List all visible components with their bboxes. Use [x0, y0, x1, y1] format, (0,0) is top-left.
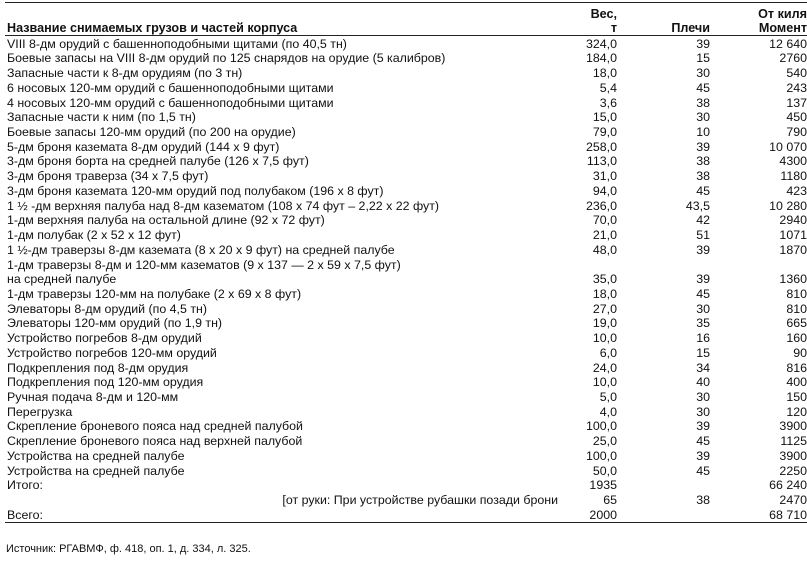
table-header-row	[5, 3, 807, 36]
row-name: Ручная подача 8-дм и 120-мм	[7, 389, 179, 404]
row-arm: 39	[696, 36, 710, 51]
row-weight: 18,0	[592, 286, 617, 301]
row-moment: 540	[786, 66, 807, 81]
table-row	[5, 95, 807, 110]
row-arm: 34	[696, 360, 710, 375]
row-arm: 38	[696, 95, 710, 110]
row-moment: 120	[786, 404, 807, 419]
row-arm: 15	[696, 51, 710, 66]
row-arm: 42	[696, 213, 710, 228]
row-arm: 30	[696, 301, 710, 316]
row-name: Запасные части к 8-дм орудиям (по 3 тн)	[7, 66, 243, 81]
row-moment: 450	[786, 110, 807, 125]
row-weight: 25,0	[592, 434, 617, 449]
row-arm: 39	[696, 272, 710, 287]
row-arm: 30	[696, 389, 710, 404]
row-arm: 45	[696, 463, 710, 478]
table-row	[5, 257, 807, 272]
row-weight: 1935	[589, 478, 617, 493]
row-name: Элеваторы 8-дм орудий (по 4,5 тн)	[7, 301, 207, 316]
row-moment: 2250	[779, 463, 807, 478]
row-name: 3-дм броня траверза (34 х 7,5 фут)	[7, 169, 209, 184]
row-arm: 45	[696, 183, 710, 198]
header-moment-bottom: Момент	[758, 21, 807, 35]
table-row	[5, 198, 807, 213]
table-row	[5, 492, 807, 507]
table-row	[5, 507, 807, 523]
row-arm	[617, 478, 717, 493]
row-weight: 258,0	[585, 139, 617, 154]
row-moment: 790	[786, 125, 807, 140]
table-row	[5, 330, 807, 345]
row-name: Перегрузка	[7, 404, 73, 419]
header-arm: Плечи	[671, 21, 710, 35]
row-moment: 810	[786, 301, 807, 316]
row-arm: 15	[696, 345, 710, 360]
row-arm	[617, 257, 717, 272]
row-name: Подкрепления под 120-мм орудия	[7, 375, 204, 390]
row-name: Всего:	[7, 508, 43, 522]
row-weight: 27,0	[592, 301, 617, 316]
row-moment: 12 640	[769, 36, 807, 51]
row-weight: 94,0	[592, 183, 617, 198]
row-weight: 4,0	[599, 404, 617, 419]
row-weight: 10,0	[592, 375, 617, 390]
table-row	[5, 242, 807, 257]
row-name: 1-дм верхняя палуба на остальной длине (92 х 72 фут)	[7, 213, 325, 228]
row-weight: 35,0	[592, 272, 617, 287]
row-weight	[584, 257, 617, 272]
row-arm: 51	[696, 228, 710, 243]
row-name: 1 ½ -дм верхняя палуба над 8-дм казематом (108 х 74 фут – 2,22 х 22 фут)	[7, 198, 440, 213]
row-moment: 68 710	[769, 508, 807, 522]
row-weight: 21,0	[592, 228, 617, 243]
row-moment: 1360	[779, 272, 807, 287]
table-row	[5, 65, 807, 80]
row-moment: 3900	[779, 419, 807, 434]
row-name: 5-дм броня каземата 8-дм орудий (144 х 9 фут)	[7, 139, 280, 154]
row-weight: 18,0	[592, 66, 617, 81]
row-arm: 10	[696, 125, 710, 140]
table-row	[5, 389, 807, 404]
row-arm: 45	[696, 80, 710, 95]
table-row	[5, 286, 807, 301]
row-arm: 35	[696, 316, 710, 331]
row-moment: 423	[786, 183, 807, 198]
table-row	[5, 124, 807, 139]
row-weight: 15,0	[592, 110, 617, 125]
table-row	[5, 227, 807, 242]
table-row	[5, 51, 807, 66]
row-moment: 4300	[779, 154, 807, 169]
row-moment: 2470	[779, 493, 807, 507]
table-row	[5, 272, 807, 287]
row-name: Боевые запасы 120-мм орудий (по 200 на орудие)	[7, 125, 296, 140]
row-moment: 3900	[779, 448, 807, 463]
row-moment: 1071	[779, 228, 807, 243]
row-moment: 1180	[780, 169, 807, 184]
row-weight: 324,0	[585, 36, 617, 51]
row-name: Устройства на средней палубе	[7, 463, 185, 478]
row-moment: 1870	[779, 242, 807, 257]
row-weight: 31,0	[592, 169, 617, 184]
row-name: 1 ½-дм траверзы 8-дм каземата (8 х 20 х 9 фут) на средней палубе	[7, 242, 395, 257]
row-name: [от руки: При устройстве рубашки позади брони	[282, 493, 558, 507]
row-arm: 39	[696, 139, 710, 154]
row-arm: 39	[696, 419, 710, 434]
row-name: 1-дм траверзы 120-мм на полубаке (2 х 69 х 8 фут)	[7, 286, 302, 301]
row-moment: 10 280	[769, 198, 807, 213]
row-arm: 39	[696, 242, 710, 257]
header-moment-top: От киля	[758, 7, 807, 21]
row-moment: 816	[786, 360, 807, 375]
row-weight: 236,0	[585, 198, 617, 213]
row-name: на средней палубе	[7, 272, 117, 287]
row-arm: 38	[696, 493, 710, 507]
row-moment: 10 070	[769, 139, 807, 154]
row-arm: 43,5	[685, 198, 710, 213]
row-weight: 79,0	[592, 125, 617, 140]
row-arm: 45	[696, 434, 710, 449]
row-arm: 38	[696, 169, 710, 184]
row-moment: 400	[786, 375, 807, 390]
table-row	[5, 478, 807, 493]
row-weight: 184,0	[585, 51, 617, 66]
row-arm: 45	[696, 286, 710, 301]
row-weight: 65	[603, 493, 617, 507]
row-weight: 48,0	[592, 242, 617, 257]
row-name: 3-дм броня каземата 120-мм орудий под полубаком (196 х 8 фут)	[7, 183, 384, 198]
row-name: 4 носовых 120-мм орудий с башенноподобными щитами	[7, 95, 334, 110]
row-weight: 10,0	[592, 331, 617, 346]
row-moment: 243	[786, 80, 807, 95]
table-row	[5, 183, 807, 198]
source-note: Источник: РГАВМФ, ф. 418, оп. 1, д. 334, л. 325.	[6, 543, 251, 555]
row-arm: 30	[696, 404, 710, 419]
row-arm: 39	[696, 448, 710, 463]
row-weight: 6,0	[599, 345, 617, 360]
table-row	[5, 139, 807, 154]
row-weight: 3,6	[599, 95, 617, 110]
row-moment: 2760	[779, 51, 807, 66]
row-moment: 150	[786, 389, 807, 404]
row-name: 1-дм полубак (2 х 52 х 12 фут)	[7, 228, 181, 243]
row-name: VIII 8-дм орудий с башенноподобными щитами (по 40,5 тн)	[7, 36, 347, 51]
table-row	[5, 110, 807, 125]
row-name: Устройство погребов 120-мм орудий	[7, 345, 217, 360]
row-weight: 5,4	[599, 80, 617, 95]
table-row	[5, 154, 807, 169]
row-name: Боевые запасы на VIII 8-дм орудий по 125 снарядов на орудие (5 калибров)	[7, 51, 446, 66]
row-name: Устройства на средней палубе	[7, 448, 185, 463]
row-name: 6 носовых 120-мм орудий с башенноподобными щитами	[7, 80, 334, 95]
row-arm	[617, 507, 717, 523]
row-name: Устройство погребов 8-дм орудий	[7, 331, 202, 346]
row-weight: 2000	[589, 508, 617, 522]
row-name: Запасные части к ним (по 1,5 тн)	[7, 110, 196, 125]
table-row	[5, 375, 807, 390]
table-row	[5, 448, 807, 463]
row-moment: 66 240	[769, 478, 807, 493]
row-arm: 30	[696, 66, 710, 81]
row-weight: 24,0	[592, 360, 617, 375]
row-weight: 19,0	[592, 316, 617, 331]
row-weight: 100,0	[585, 419, 617, 434]
header-weight: Вес, т	[590, 7, 617, 35]
row-name: 3-дм броня борта на средней палубе (126 х 7,5 фут)	[7, 154, 309, 169]
table-row	[5, 463, 807, 478]
row-weight: 5,0	[599, 389, 617, 404]
header-name: Название снимаемых грузов и частей корпуса	[7, 21, 298, 35]
row-arm: 38	[696, 154, 710, 169]
table-row	[5, 316, 807, 331]
row-weight: 113,0	[586, 154, 617, 169]
row-moment	[717, 257, 807, 272]
table-row	[5, 213, 807, 228]
row-moment: 665	[786, 316, 807, 331]
weights-table	[5, 2, 807, 523]
row-name: Подкрепления под 8-дм орудия	[7, 360, 189, 375]
row-weight: 50,0	[592, 463, 617, 478]
row-moment: 90	[793, 345, 807, 360]
table-row	[5, 301, 807, 316]
table-row	[5, 80, 807, 95]
row-name: 1-дм траверзы 8-дм и 120-мм казематов (9 х 137 — 2 х 59 х 7,5 фут)	[7, 257, 401, 272]
table-row	[5, 404, 807, 419]
row-weight: 100,0	[585, 448, 617, 463]
row-arm: 40	[696, 375, 710, 390]
row-name: Скрепление броневого пояса над средней палубой	[7, 419, 303, 434]
row-moment: 810	[786, 286, 807, 301]
row-arm: 30	[696, 110, 710, 125]
row-arm: 16	[696, 331, 710, 346]
row-moment: 137	[786, 95, 807, 110]
row-name: Скрепление броневого пояса над верхней палубой	[7, 434, 303, 449]
row-moment: 2940	[779, 213, 807, 228]
row-moment: 160	[786, 331, 807, 346]
table-row	[5, 433, 807, 448]
header-moment	[717, 3, 807, 36]
table-row	[5, 419, 807, 434]
table-row	[5, 36, 807, 51]
row-weight: 70,0	[592, 213, 617, 228]
row-name: Элеваторы 120-мм орудий (по 1,9 тн)	[7, 316, 223, 331]
row-moment: 1125	[780, 434, 807, 449]
table-row	[5, 360, 807, 375]
table-row	[5, 168, 807, 183]
table-row	[5, 345, 807, 360]
row-name: Итого:	[7, 478, 43, 493]
